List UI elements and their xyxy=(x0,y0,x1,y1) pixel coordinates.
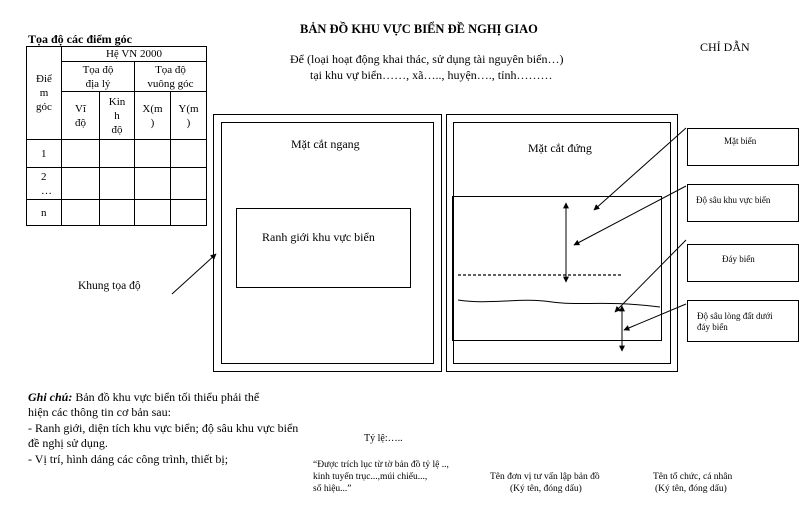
header-system: Hệ VN 2000 xyxy=(62,47,207,62)
frame-pointer-arrow xyxy=(172,254,216,294)
header-geo-line: địa lý xyxy=(85,77,111,90)
notes-line-3: - Ranh giới, diện tích khu vực biển; độ sâu khu vực biển xyxy=(28,421,299,435)
header-lon-line: h xyxy=(114,109,120,122)
horizontal-section-label: Mặt cắt ngang xyxy=(291,137,360,151)
header-point-line: Điể xyxy=(36,73,52,85)
frame-label: Khung tọa độ xyxy=(78,280,141,292)
header-rect-line: vuông góc xyxy=(147,77,194,90)
page-title: BẢN ĐỒ KHU VỰC BIỂN ĐỀ NGHỊ GIAO xyxy=(300,22,538,36)
legend-sea-surface-label: Mặt biển xyxy=(724,136,757,146)
header-point-line: m xyxy=(39,87,49,99)
legend-sea-depth-label: Độ sâu khu vực biển xyxy=(696,195,771,205)
subtitle-location: tại khu vự biển……, xã….., huyện…., tỉnh……… xyxy=(310,68,553,82)
header-lon-line: Kin xyxy=(108,95,126,108)
row-label-line: 2 xyxy=(41,170,47,183)
org-sign: (Ký tên, đóng dấu) xyxy=(655,484,727,494)
legend-title: CHỈ DẪN xyxy=(700,40,750,54)
header-rect-line: Tọa độ xyxy=(155,63,186,76)
quote-line-2: kinh tuyến trục...,múi chiếu..., xyxy=(313,472,428,482)
header-lat-line: Vĩ xyxy=(75,102,86,115)
notes-heading: Ghi chú: xyxy=(28,390,73,404)
scale-label: Tỷ lệ:….. xyxy=(364,433,403,444)
row-label: n xyxy=(27,200,62,226)
header-lat-line: độ xyxy=(75,116,86,129)
legend-subsoil-label-1: Độ sâu lòng đất dưới xyxy=(697,311,773,321)
vertical-section-label: Mặt cắt đứng xyxy=(528,141,592,155)
notes-line-1 xyxy=(28,390,259,405)
seabed-line xyxy=(458,300,660,307)
leader-sea-depth xyxy=(574,186,686,245)
notes-line-4: đề nghị sử dụng. xyxy=(28,436,108,450)
unit-name: Tên đơn vị tư vấn lập bản đồ xyxy=(490,472,600,482)
notes-line-1-text: Bản đồ khu vực biển tối thiểu phải thể xyxy=(72,390,260,404)
notes-line-5: - Vị trí, hình dáng các công trình, thiết bị; xyxy=(28,452,229,466)
header-x-line: ) xyxy=(150,116,155,129)
header-y-line: ) xyxy=(186,116,191,129)
leader-sea-surface xyxy=(594,128,686,210)
leader-subsoil xyxy=(624,304,686,330)
quote-line-3: số hiệu...” xyxy=(313,484,352,494)
legend-subsoil-label-2: đáy biển xyxy=(697,322,728,332)
notes-line-2: hiện các thông tin cơ bản sau: xyxy=(28,405,171,419)
header-x-line: X(m xyxy=(142,102,163,115)
legend-seabed-label: Đáy biển xyxy=(722,254,755,264)
coords-title: Tọa độ các điểm góc xyxy=(28,32,132,46)
leader-seabed xyxy=(615,240,686,312)
sea-boundary-label: Ranh giới khu vực biển xyxy=(262,230,375,244)
header-lon-line: độ xyxy=(111,123,123,136)
header-point-line: góc xyxy=(36,101,52,113)
subtitle-activity: Để (loại hoạt động khai thác, sử dụng tài nguyên biển…) xyxy=(290,52,564,66)
row-label: 1 xyxy=(27,140,62,168)
header-geo-line: Tọa độ xyxy=(82,63,114,76)
unit-sign: (Ký tên, đóng dấu) xyxy=(510,484,582,494)
header-y-line: Y(m xyxy=(178,102,199,115)
quote-line-1: “Được trích lục từ tờ bản đồ tỷ lệ .., xyxy=(313,460,449,470)
row-label-line: … xyxy=(41,184,52,197)
org-name: Tên tổ chức, cá nhân xyxy=(653,472,733,482)
